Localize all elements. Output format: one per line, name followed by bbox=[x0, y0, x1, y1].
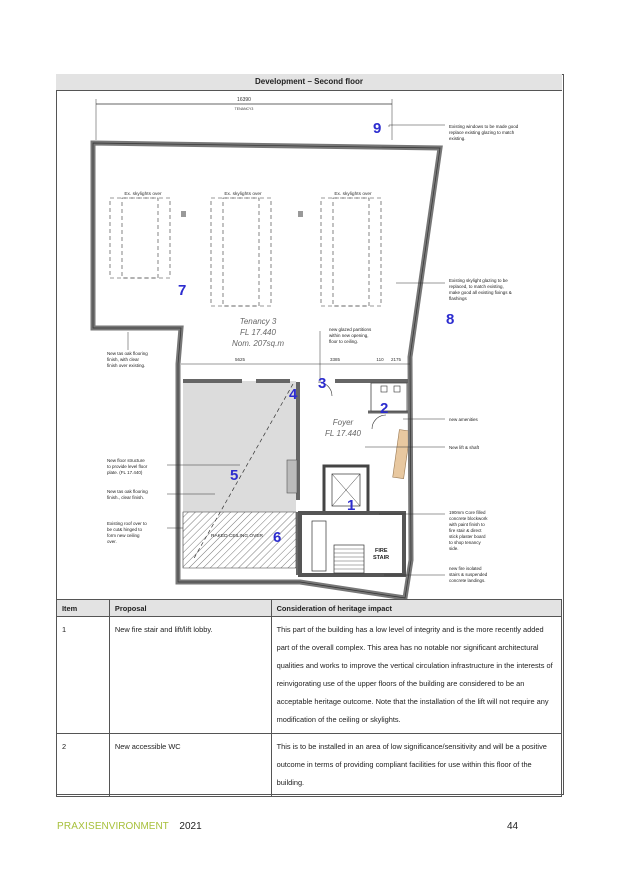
svg-text:Existing skylight glazing to b: Existing skylight glazing to be bbox=[449, 278, 508, 283]
svg-text:stick plaster board: stick plaster board bbox=[449, 534, 486, 539]
marker-1: 1 bbox=[347, 497, 356, 514]
svg-text:finish over existing.: finish over existing. bbox=[107, 363, 146, 368]
col-header-proposal: Proposal bbox=[109, 600, 271, 617]
svg-text:flashings: flashings bbox=[449, 296, 467, 301]
raked-ceiling-label: RAKED CEILING OVER bbox=[211, 534, 263, 539]
annotation-partitions bbox=[329, 327, 372, 344]
svg-text:finish, with clear: finish, with clear bbox=[107, 357, 140, 362]
timber-element bbox=[393, 430, 411, 479]
brand-environment: ENVIRONMENT bbox=[94, 821, 169, 832]
marker-9: 9 bbox=[373, 120, 382, 137]
tenancy-fl: FL 17.440 bbox=[240, 328, 276, 337]
svg-text:make good all existing fixings: make good all existing fixings & bbox=[449, 290, 512, 295]
svg-text:fire stair & direct: fire stair & direct bbox=[449, 528, 482, 533]
row-proposal: New accessible WC bbox=[109, 734, 271, 797]
dim-2175: 2175 bbox=[390, 357, 402, 362]
page-number: 44 bbox=[507, 821, 519, 832]
svg-text:new fire isolated: new fire isolated bbox=[449, 566, 482, 571]
skylight-label-1: Ex. skylights over bbox=[124, 192, 162, 197]
marker-3: 3 bbox=[318, 375, 327, 392]
amenities-room bbox=[371, 383, 407, 411]
svg-text:form new ceiling: form new ceiling bbox=[107, 533, 140, 538]
table-header-row bbox=[57, 600, 562, 617]
annotation-lift bbox=[449, 445, 480, 450]
annotation-fire-stairs bbox=[449, 566, 488, 583]
svg-text:concrete blockwork: concrete blockwork bbox=[449, 516, 488, 521]
svg-text:Existing windows to be made go: Existing windows to be made good bbox=[449, 124, 519, 129]
skylights bbox=[110, 198, 381, 306]
row-proposal: New fire stair and lift/lift lobby. bbox=[109, 617, 271, 734]
svg-text:new amenities: new amenities bbox=[449, 417, 478, 422]
footer-year: 2021 bbox=[179, 821, 202, 832]
dim-top-sub: TENANCY3 bbox=[234, 107, 254, 111]
svg-text:with paint finish to: with paint finish to bbox=[449, 522, 485, 527]
fire-stair-label-2: STAIR bbox=[373, 555, 390, 561]
row-consideration: This part of the building has a low level of integrity and is the more recently added part of the overall complex. This area has no notable nor significant architectural qualities and works to improve the vertical circulation infrastructure in the interests of reinvigorating use of the upper floors of the building are considered to be an acceptable heritage outcome. Note that the installation of the lift will not require any modification of the ceiling or skylights. bbox=[271, 617, 561, 734]
annotation-roof bbox=[107, 521, 147, 544]
marker-2: 2 bbox=[380, 400, 389, 417]
floor-plan bbox=[57, 91, 562, 599]
svg-text:new glazed partitions: new glazed partitions bbox=[329, 327, 372, 332]
marker-4: 4 bbox=[289, 386, 298, 403]
marker-8: 8 bbox=[446, 311, 455, 328]
annotation-amenities bbox=[449, 417, 479, 422]
svg-text:finish., clear finish.: finish., clear finish. bbox=[107, 495, 145, 500]
foyer-name: Foyer bbox=[332, 418, 354, 427]
fire-stair-label: FIRE bbox=[375, 548, 388, 554]
row-consideration: This is to be installed in an area of low significance/sensitivity and will be a positive outcome in terms of providing compliant facilities for use within this floor of the building. bbox=[271, 734, 561, 797]
svg-text:over.: over. bbox=[107, 539, 117, 544]
dim-5625: 5625 bbox=[234, 357, 246, 362]
svg-text:concrete landings.: concrete landings. bbox=[449, 578, 486, 583]
svg-text:190mm Core filled: 190mm Core filled bbox=[449, 510, 486, 515]
svg-text:be cut& hinged to: be cut& hinged to bbox=[107, 527, 143, 532]
svg-text:New floor structure: New floor structure bbox=[107, 458, 145, 463]
svg-text:plate. (FL 17.440): plate. (FL 17.440) bbox=[107, 470, 143, 475]
marker-5: 5 bbox=[230, 467, 239, 484]
tenancy-name: Tenancy 3 bbox=[239, 317, 277, 326]
svg-text:stairs & suspended: stairs & suspended bbox=[449, 572, 488, 577]
annotation-skylight-glazing bbox=[449, 278, 512, 301]
svg-text:New tas oak flooring: New tas oak flooring bbox=[107, 489, 148, 494]
svg-text:side.: side. bbox=[449, 546, 459, 551]
svg-text:replaced, to match existing,: replaced, to match existing, bbox=[449, 284, 504, 289]
foyer-fl: FL 17.440 bbox=[325, 429, 361, 438]
svg-text:New lift & shaft: New lift & shaft bbox=[449, 445, 480, 450]
new-floor-area bbox=[183, 381, 296, 512]
svg-text:New tas oak flooring: New tas oak flooring bbox=[107, 351, 148, 356]
svg-text:floor to ceiling.: floor to ceiling. bbox=[329, 339, 359, 344]
table-row bbox=[57, 734, 562, 797]
col-header-consideration: Consideration of heritage impact bbox=[271, 600, 561, 617]
table-row bbox=[57, 617, 562, 734]
brand-praxis: PRAXIS bbox=[57, 821, 95, 832]
row-item: 1 bbox=[57, 617, 110, 734]
svg-text:replace existing glazing to ma: replace existing glazing to match bbox=[449, 130, 515, 135]
footer-brand bbox=[57, 821, 202, 832]
row-item: 2 bbox=[57, 734, 110, 797]
marker-6: 6 bbox=[273, 529, 282, 546]
svg-text:to shop tenancy: to shop tenancy bbox=[449, 540, 481, 545]
col-header-item: Item bbox=[57, 600, 110, 617]
svg-text:within new opening,: within new opening, bbox=[329, 333, 369, 338]
annotation-windows bbox=[449, 124, 519, 141]
annotation-floor-structure bbox=[107, 458, 148, 475]
skylight-label-3: Ex. skylights over bbox=[334, 192, 372, 197]
svg-text:Existing roof over to: Existing roof over to bbox=[107, 521, 147, 526]
dim-110: 110 bbox=[376, 357, 384, 362]
annotation-core bbox=[449, 510, 488, 551]
annotation-oak-floor bbox=[107, 489, 148, 500]
heritage-table bbox=[56, 599, 562, 797]
skylight-label-2: Ex. skylights over bbox=[224, 192, 262, 197]
section-title: Development – Second floor bbox=[56, 74, 562, 91]
dim-top: 16390 bbox=[237, 97, 251, 103]
svg-text:existing.: existing. bbox=[449, 136, 466, 141]
marker-7: 7 bbox=[178, 282, 187, 299]
svg-text:to provide level floor: to provide level floor bbox=[107, 464, 148, 469]
tenancy-area: Nom. 207sq.m bbox=[231, 339, 285, 348]
dim-3385: 3385 bbox=[329, 357, 341, 362]
annotation-oak-left bbox=[107, 351, 148, 368]
